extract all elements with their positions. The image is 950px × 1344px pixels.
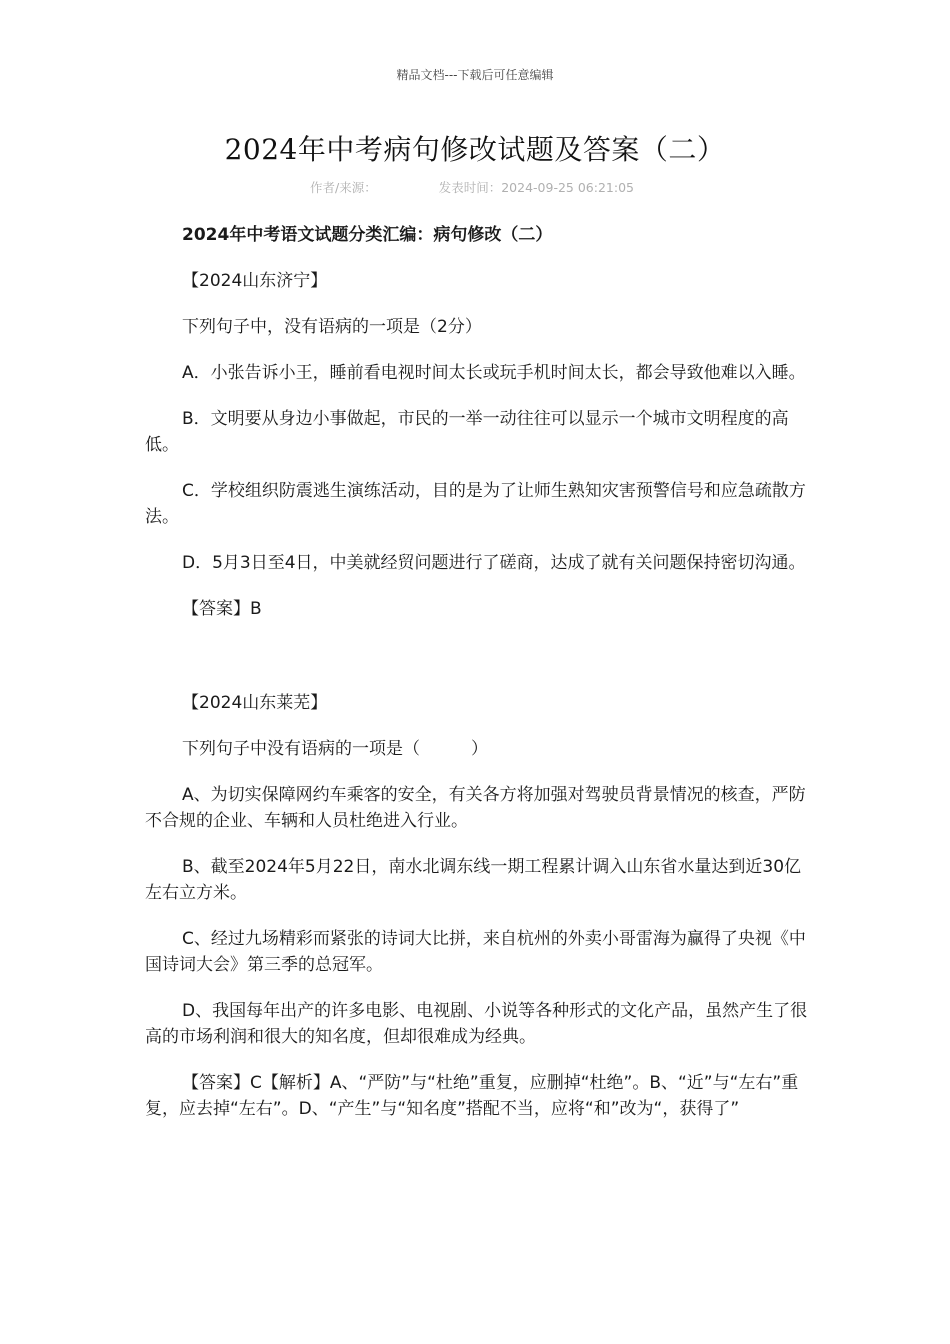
option-d-jining: D．5月3日至4日，中美就经贸问题进行了磋商，达成了就有关问题保持密切沟通。 bbox=[182, 553, 806, 573]
option-b-jining: B．文明要从身边小事做起，市民的一举一动往往可以显示一个城市文明程度的高低。 bbox=[145, 409, 789, 455]
option-a-laiwu: A、为切实保障网约车乘客的安全，有关各方将加强对驾驶员背景情况的核查，严防不合规的企业、车辆和人员杜绝进入行业。 bbox=[145, 785, 806, 831]
answer-laiwu: 【答案】C【解析】A、“严防”与“杜绝”重复，应删掉“杜绝”。B、“近”与“左右”重复，应去掉“左右”。D、“产生”与“知名度”搭配不当，应将“和”改为“，获得了” bbox=[145, 1073, 799, 1119]
option-b-laiwu: B、截至2024年5月22日，南水北调东线一期工程累计调入山东省水量达到近30亿左右立方米。 bbox=[145, 857, 802, 903]
question-stem-jining: 下列句子中，没有语病的一项是（2分） bbox=[182, 317, 482, 337]
option-c-jining: C．学校组织防震逃生演练活动，目的是为了让师生熟知灾害预警信号和应急疏散方法。 bbox=[145, 481, 806, 527]
article-body bbox=[145, 222, 813, 1142]
publish-time: 发表时间：2024-09-25 06:21:05 bbox=[438, 180, 634, 195]
question-stem-laiwu: 下列句子中没有语病的一项是（ ） bbox=[182, 739, 488, 759]
question-source-laiwu: 【2024山东莱芜】 bbox=[182, 693, 328, 713]
question-source-jining: 【2024山东济宁】 bbox=[182, 271, 328, 291]
option-d-laiwu: D、我国每年出产的许多电影、电视剧、小说等各种形式的文化产品，虽然产生了很高的市场利润和很大的知名度，但却很难成为经典。 bbox=[145, 1001, 808, 1047]
page-title: 2024年中考病句修改试题及答案（二） bbox=[224, 133, 726, 166]
author-source-label: 作者/来源： bbox=[310, 180, 377, 195]
article-meta bbox=[310, 178, 634, 196]
section-spacer bbox=[145, 642, 813, 690]
option-a-jining: A．小张告诉小王，睡前看电视时间太长或玩手机时间太长，都会导致他难以入睡。 bbox=[182, 363, 806, 383]
article-subheading: 2024年中考语文试题分类汇编：病句修改（二） bbox=[182, 225, 553, 245]
document-header-note: 精品文档---下载后可任意编辑 bbox=[396, 68, 554, 82]
option-c-laiwu: C、经过九场精彩而紧张的诗词大比拼，来自杭州的外卖小哥雷海为赢得了央视《中国诗词大会》第三季的总冠军。 bbox=[145, 929, 806, 975]
answer-jining: 【答案】B bbox=[182, 599, 262, 619]
